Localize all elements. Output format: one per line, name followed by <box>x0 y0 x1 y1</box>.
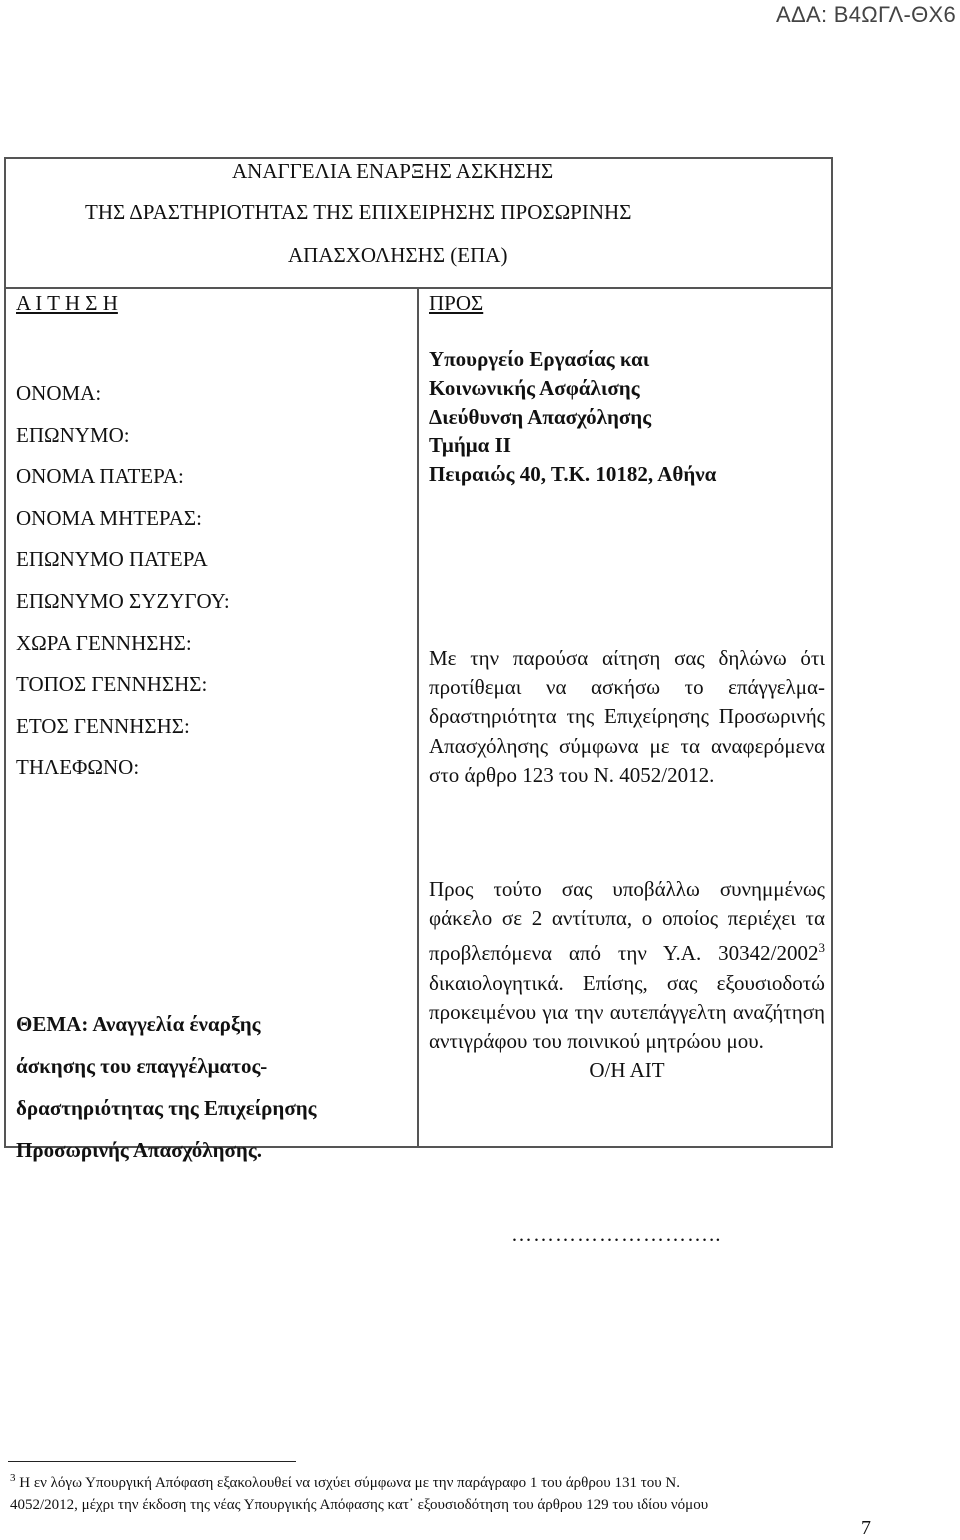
recipient-address <box>429 345 716 489</box>
field-spouse-surname: ΕΠΩΝΥΜΟ ΣΥΖΥΓΟΥ: <box>16 588 230 613</box>
attachments-text-continued: δικαιολογητικά. Επίσης, σας εξουσιοδοτώ προκειμένου για την αυτεπάγγελτη αναζήτηση αντιγράφου του ποινικού μητρώου μου. <box>429 970 825 1054</box>
footnote-line-1 <box>10 1467 708 1494</box>
header-line-3: ΑΠΑΣΧΟΛΗΣΗΣ (ΕΠΑ) <box>288 243 508 267</box>
field-surname: ΕΠΩΝΥΜΟ: <box>16 422 130 447</box>
signature-label: Ο/Η ΑΙΤ <box>589 1058 665 1083</box>
address-line: Υπουργείο Εργασίας και <box>429 347 650 371</box>
footnote-mark: 3 <box>10 1472 16 1484</box>
field-father-surname: ΕΠΩΝΥΜΟ ΠΑΤΕΡΑ <box>16 547 208 572</box>
signature-dots: ……………………….. <box>511 1222 722 1246</box>
header-line-2: ΤΗΣ ΔΡΑΣΤΗΡΙΟΤΗΤΑΣ ΤΗΣ ΕΠΙΧΕΙΡΗΣΗΣ ΠΡΟΣΩΡΙΝΗΣ <box>85 200 632 224</box>
footnote-separator <box>8 1461 296 1462</box>
footnote-reference: 3 <box>818 940 825 956</box>
recipient-title: ΠΡΟΣ <box>429 291 484 315</box>
attachments-text: Προς τούτο σας υποβάλλω συνημμένως φάκελο σε 2 αντίτυπα, ο οποίος περιέχει τα προβλεπόμενα από την Υ.Α. 30342/2002 <box>429 877 825 966</box>
applicant-column <box>6 287 417 1162</box>
address-line: Κοινωνικής Ασφάλισης <box>429 375 640 400</box>
subject-line: άσκησης του επαγγέλματος- <box>16 1054 268 1078</box>
applicant-fields <box>16 373 230 789</box>
footnote <box>10 1467 708 1516</box>
field-birth-country: ΧΩΡΑ ΓΕΝΝΗΣΗΣ: <box>16 630 192 655</box>
footnote-text-2: 4052/2012, μέχρι την έκδοση της νέας Υπουργικής Απόφασης κατ᾽ εξουσιοδότηση του άρθρου 129 του ιδίου νόμου <box>10 1497 709 1513</box>
address-line: Διεύθυνση Απασχόλησης <box>429 404 652 429</box>
subject-block <box>16 1003 396 1171</box>
field-father-name: ΟΝΟΜΑ ΠΑΤΕΡΑ: <box>16 464 184 489</box>
recipient-column <box>419 287 831 1246</box>
subject-line: δραστηριότητας της Επιχείρησης <box>16 1096 317 1120</box>
declaration-paragraph: Με την παρούσα αίτηση σας δηλώνω ότι προτίθεμαι να ασκήσω το επάγγελμα-δραστηριότητα της Επιχείρησης Προσωρινής Απασχόλησης σύμφωνα με τα αναφερόμενα στο άρθρο 123 του Ν. 4052/2012. <box>429 646 825 787</box>
ada-code: ΑΔΑ: Β4ΩΓΛ-ΘΧ6 <box>776 2 956 27</box>
footnote-text-1: Η εν λόγω Υπουργική Απόφαση εξακολουθεί να ισχύει σύμφωνα με την παράγραφο 1 του άρθρου 131 του Ν. <box>15 1475 681 1491</box>
field-name: ΟΝΟΜΑ: <box>16 381 102 405</box>
application-title: Α Ι Τ Η Σ Η <box>16 291 118 315</box>
form-header <box>6 159 831 289</box>
field-phone: ΤΗΛΕΦΩΝΟ: <box>16 755 140 780</box>
address-line: Τμήμα ΙΙ <box>429 433 511 458</box>
attachments-paragraph <box>429 875 825 1085</box>
page-number: 7 <box>861 1517 871 1539</box>
address-line: Πειραιώς 40, Τ.Κ. 10182, Αθήνα <box>429 462 717 487</box>
field-birth-year: ΕΤΟΣ ΓΕΝΝΗΣΗΣ: <box>16 713 190 738</box>
header-line-1: ΑΝΑΓΓΕΛΙΑ ΕΝΑΡΞΗΣ ΑΣΚΗΣΗΣ <box>232 159 554 183</box>
field-mother-name: ΟΝΟΜΑ ΜΗΤΕΡΑΣ: <box>16 505 202 530</box>
field-birth-place: ΤΟΠΟΣ ΓΕΝΝΗΣΗΣ: <box>16 672 208 697</box>
subject-line: ΘΕΜΑ: Αναγγελία έναρξης <box>16 1012 261 1036</box>
subject-line: Προσωρινής Απασχόλησης. <box>16 1138 262 1162</box>
application-form-table <box>4 157 833 1246</box>
